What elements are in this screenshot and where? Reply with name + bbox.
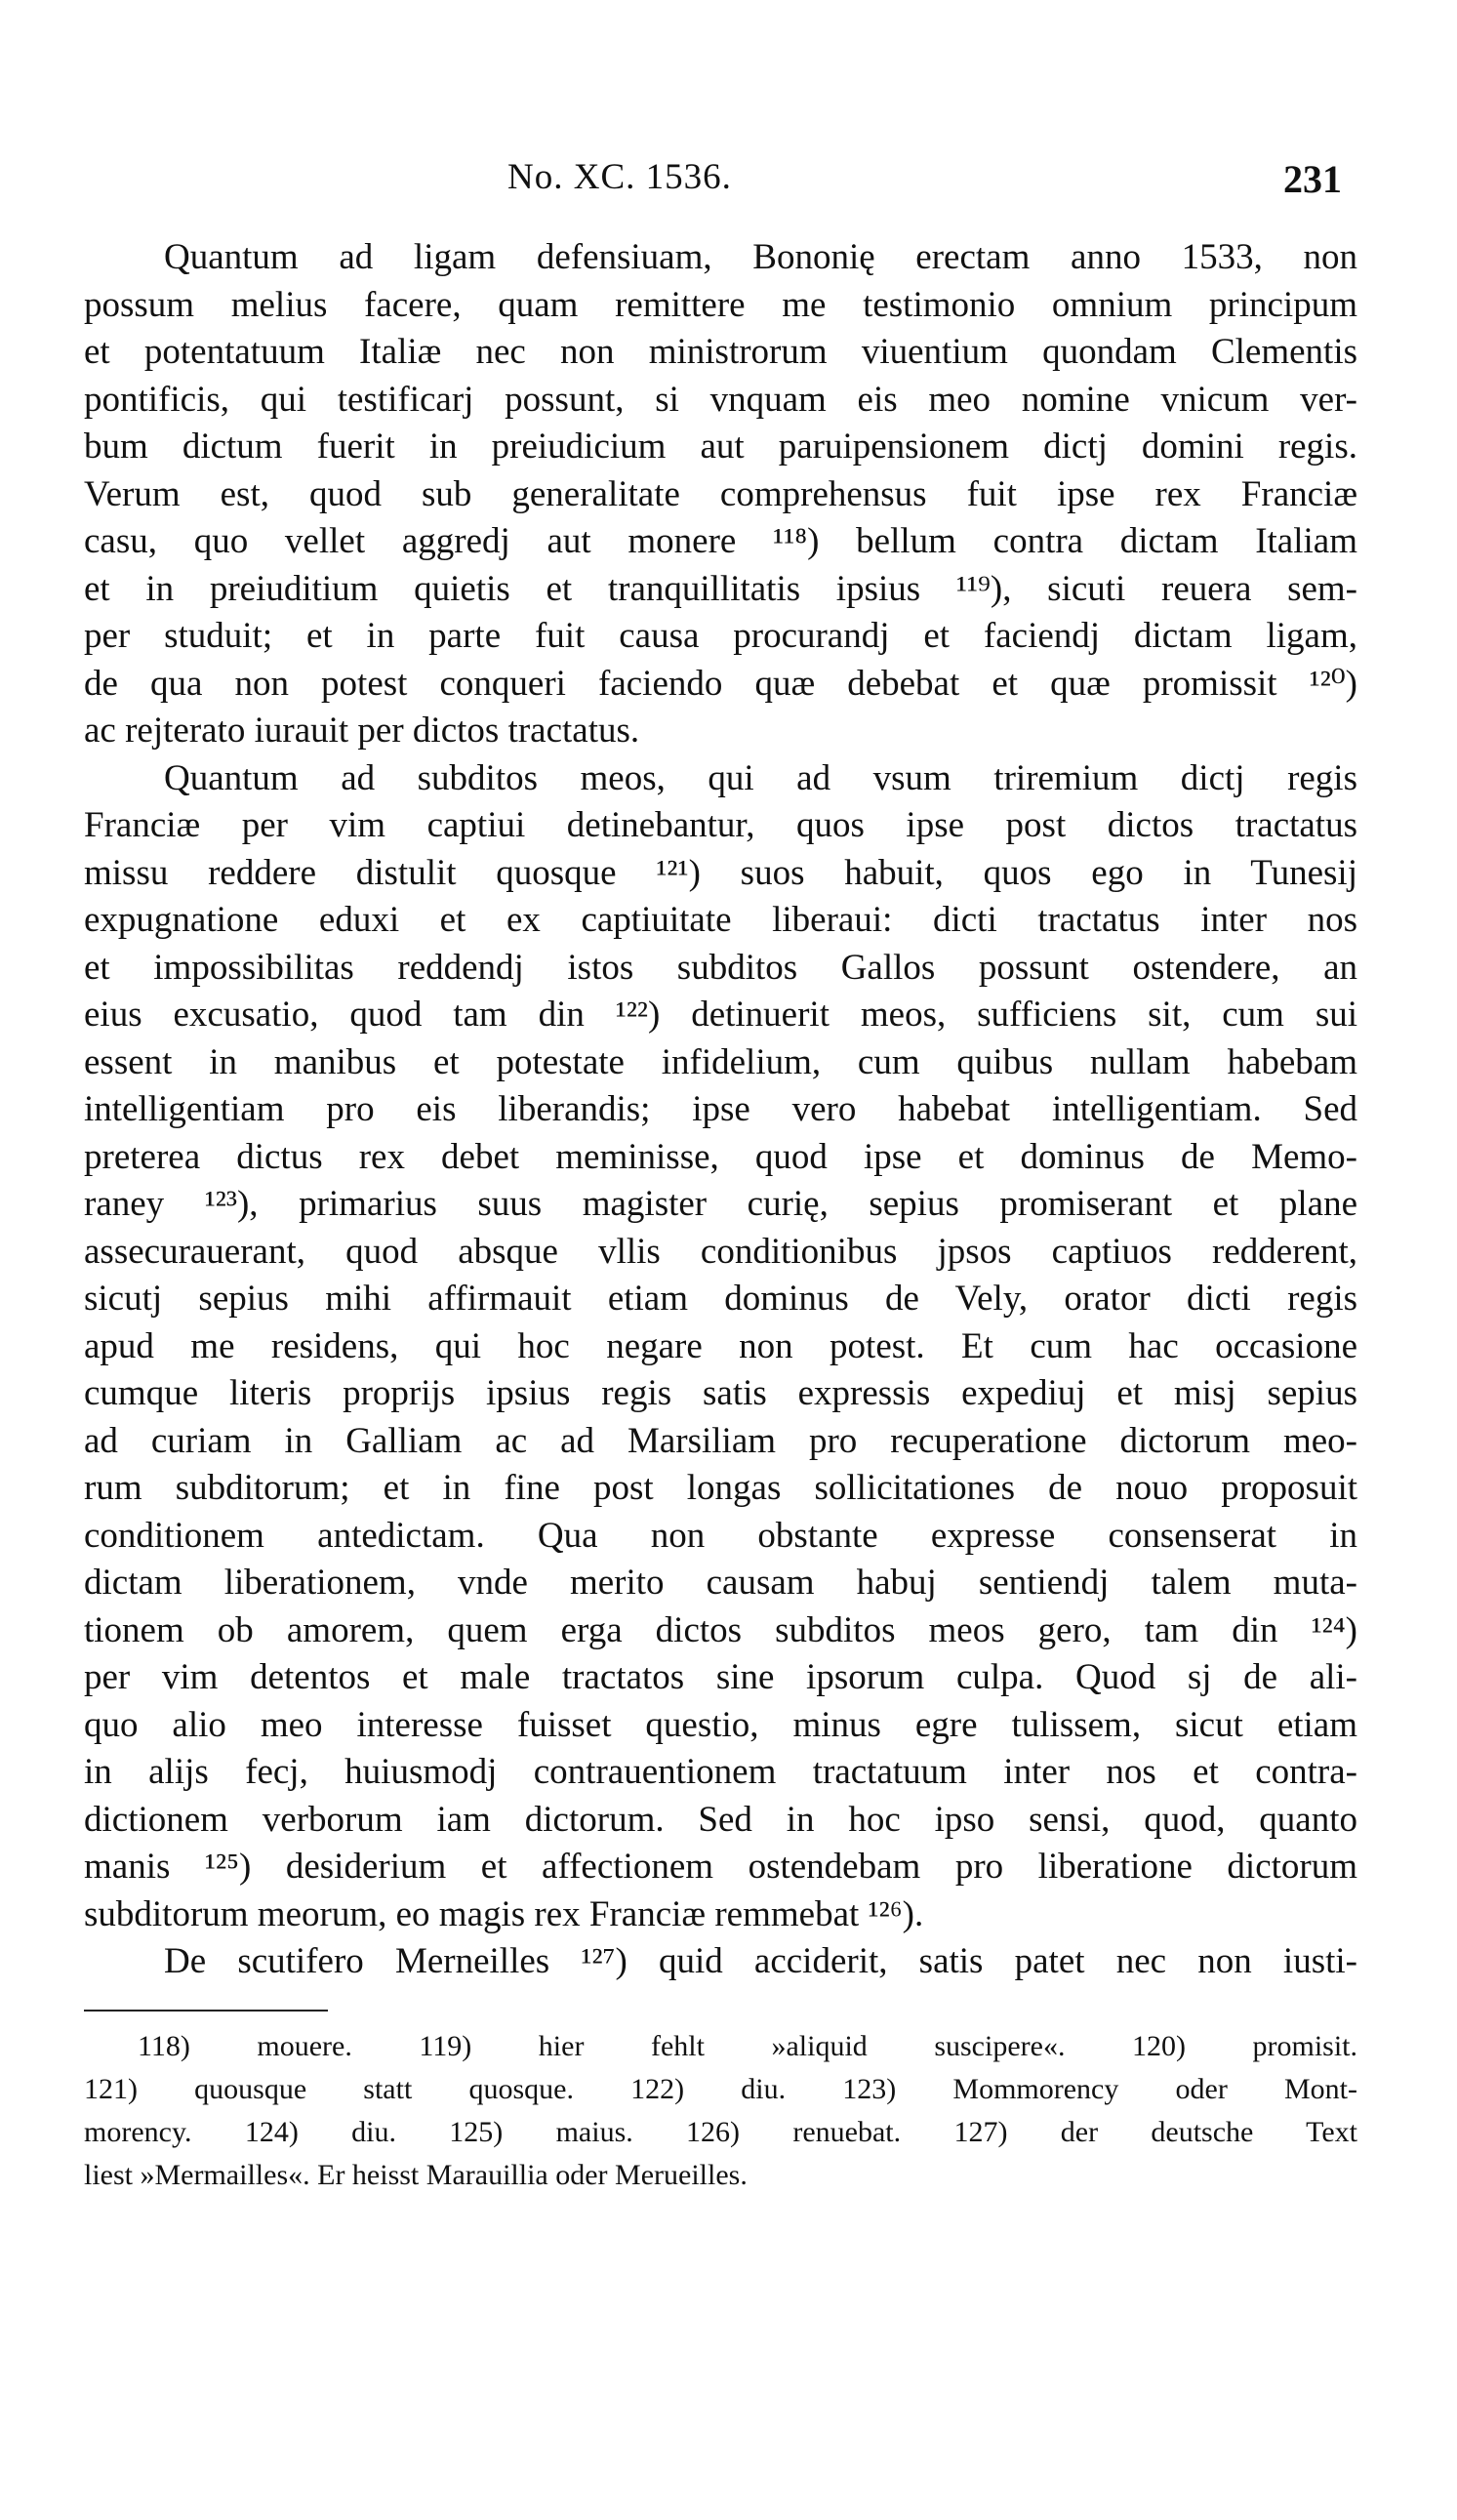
text-line: per vim detentos et male tractatos sine ipsorum culpa. Quod sj de ali-: [84, 1657, 1357, 1697]
text-line: preterea dictus rex debet meminisse, quod ipse et dominus de Memo-: [84, 1136, 1357, 1177]
text-line: manis ¹²⁵) desiderium et affectionem ostendebam pro liberatione dictorum: [84, 1847, 1357, 1887]
text-line: sicutj sepius mihi affirmauit etiam dominus de Vely, orator dicti regis: [84, 1279, 1357, 1319]
footnote-line: 121) quousque statt quosque. 122) diu. 123) Mommorency oder Mont-: [84, 2073, 1357, 2105]
text-line: intelligentiam pro eis liberandis; ipse vero habebat intelligentiam. Sed: [84, 1089, 1357, 1129]
text-line: pontificis, qui testificarj possunt, si vnquam eis meo nomine vnicum ver-: [84, 379, 1357, 420]
footnote-line: morency. 124) diu. 125) maius. 126) renuebat. 127) der deutsche Text: [84, 2116, 1357, 2148]
text-line: assecurauerant, quod absque vllis conditionibus jpsos captiuos redderent,: [84, 1231, 1357, 1272]
text-line: conditionem antedictam. Qua non obstante expresse consenserat in: [84, 1515, 1357, 1556]
text-line: possum melius facere, quam remittere me testimonio omnium principum: [84, 284, 1357, 325]
text-line: bum dictum fuerit in preiudicium aut paruipensionem dictj domini regis.: [84, 427, 1357, 467]
footnotes: [84, 2025, 1357, 2197]
text-line: missu reddere distulit quosque ¹²¹) suos habuit, quos ego in Tunesij: [84, 852, 1357, 893]
footnote-line: liest »Mermailles«. Er heisst Marauillia oder Merueilles.: [84, 2159, 748, 2191]
text-line: Verum est, quod sub generalitate comprehensus fuit ipse rex Franciæ: [84, 473, 1357, 514]
text-line: in alijs fecj, huiusmodj contrauentionem tractatuum inter nos et contra-: [84, 1752, 1357, 1792]
body-text: [84, 234, 1357, 1986]
text-line: dictam liberationem, vnde merito causam habuj sentiendj talem muta-: [84, 1563, 1357, 1603]
text-line: ad curiam in Galliam ac ad Marsiliam pro recuperatione dictorum meo-: [84, 1420, 1357, 1461]
text-line: casu, quo vellet aggredj aut monere ¹¹⁸) bellum contra dictam Italiam: [84, 521, 1357, 561]
text-line: apud me residens, qui hoc negare non potest. Et cum hac occasione: [84, 1325, 1357, 1366]
page-header: [0, 156, 1457, 205]
text-line: raney ¹²³), primarius suus magister curię, sepius promiserant et plane: [84, 1184, 1357, 1224]
footnote-rule: [84, 2010, 328, 2012]
text-line: Franciæ per vim captiui detinebantur, quos ipse post dictos tractatus: [84, 805, 1357, 845]
text-line: cumque literis proprijs ipsius regis satis expressis expediuj et misj sepius: [84, 1373, 1357, 1413]
text-line: et in preiuditium quietis et tranquillitatis ipsius ¹¹⁹), sicuti reuera sem-: [84, 568, 1357, 609]
page-number: 231: [1283, 157, 1342, 201]
text-line: De scutifero Merneilles ¹²⁷) quid acciderit, satis patet nec non iusti-: [164, 1941, 1357, 1981]
text-line: dictionem verborum iam dictorum. Sed in hoc ipso sensi, quod, quanto: [84, 1799, 1357, 1840]
running-title: No. XC. 1536.: [507, 157, 732, 197]
text-line: per studuit; et in parte fuit causa procurandj et faciendj dictam ligam,: [84, 616, 1357, 656]
text-line: eius excusatio, quod tam din ¹²²) detinuerit meos, sufficiens sit, cum sui: [84, 995, 1357, 1035]
text-line: de qua non potest conqueri faciendo quæ debebat et quæ promissit ¹²⁰): [84, 663, 1357, 704]
text-line: tionem ob amorem, quem erga dictos subditos meos gero, tam din ¹²⁴): [84, 1609, 1357, 1650]
text-line: Quantum ad subditos meos, qui ad vsum triremium dictj regis: [164, 757, 1357, 798]
text-line: expugnatione eduxi et ex captiuitate liberaui: dicti tractatus inter nos: [84, 900, 1357, 940]
text-line: et potentatuum Italiæ nec non ministrorum viuentium quondam Clementis: [84, 332, 1357, 372]
footnote-line: 118) mouere. 119) hier fehlt »aliquid suscipere«. 120) promisit.: [138, 2030, 1357, 2062]
text-line: subditorum meorum, eo magis rex Franciæ remmebat ¹²⁶).: [84, 1893, 924, 1934]
text-line: rum subditorum; et in fine post longas sollicitationes de nouo proposuit: [84, 1468, 1357, 1508]
text-line: quo alio meo interesse fuisset questio, minus egre tulissem, sicut etiam: [84, 1704, 1357, 1745]
text-line: Quantum ad ligam defensiuam, Bononię erectam anno 1533, non: [164, 237, 1357, 277]
text-line: et impossibilitas reddendj istos subditos Gallos possunt ostendere, an: [84, 947, 1357, 988]
text-line: ac rejterato iurauit per dictos tractatus.: [84, 711, 640, 751]
text-line: essent in manibus et potestate infidelium, cum quibus nullam habebam: [84, 1041, 1357, 1082]
